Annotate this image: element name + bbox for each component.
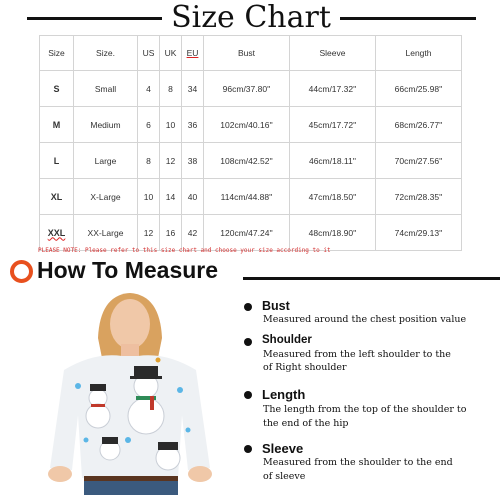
table-row (40, 179, 462, 215)
header-us: US (138, 36, 160, 71)
cell-us: 8 (138, 143, 160, 179)
cell-us: 4 (138, 71, 160, 107)
bullet-icon (244, 391, 252, 399)
cell-size-name: Large (74, 143, 138, 179)
measure-label: Length (262, 387, 306, 402)
table-row (40, 215, 462, 251)
measure-desc: Measured around the chest position value (263, 314, 467, 325)
measure-desc: Measured from the left shoulder to the (263, 349, 451, 360)
cell-us: 6 (138, 107, 160, 143)
table-row (40, 107, 462, 143)
cell-length: 74cm/29.13'' (376, 215, 462, 251)
cell-size: S (40, 71, 74, 107)
cell-us: 10 (138, 179, 160, 215)
cell-bust: 96cm/37.80'' (204, 71, 290, 107)
cell-size-name: Small (74, 71, 138, 107)
measure-desc: the end of the hip (263, 418, 349, 429)
cell-length: 72cm/28.35'' (376, 179, 462, 215)
cell-uk: 14 (160, 179, 182, 215)
how-to-measure-title: How To Measure (37, 257, 219, 283)
measure-desc: The length from the top of the shoulder to (263, 404, 467, 415)
table-row (40, 143, 462, 179)
cell-sleeve: 48cm/18.90'' (290, 215, 376, 251)
cell-uk: 12 (160, 143, 182, 179)
cell-length: 66cm/25.98'' (376, 71, 462, 107)
header-length: Length (376, 36, 462, 71)
cell-bust: 102cm/40.16'' (204, 107, 290, 143)
bullet-icon (244, 338, 252, 346)
cell-length: 68cm/26.77'' (376, 107, 462, 143)
product-photo (38, 290, 223, 495)
bullet-icon (244, 445, 252, 453)
title-rule-right (340, 17, 476, 20)
cell-uk: 16 (160, 215, 182, 251)
cell-bust: 114cm/44.88'' (204, 179, 290, 215)
page-title: Size Chart (171, 0, 331, 35)
cell-sleeve: 45cm/17.72'' (290, 107, 376, 143)
cell-eu: 34 (182, 71, 204, 107)
header-sleeve: Sleeve (290, 36, 376, 71)
size-chart-header (0, 0, 500, 34)
how-to-measure-rule (243, 277, 500, 280)
cell-eu: 38 (182, 143, 204, 179)
cell-size-name: X-Large (74, 179, 138, 215)
cell-size: XXL (40, 215, 74, 251)
cell-uk: 8 (160, 71, 182, 107)
title-rule-left (27, 17, 162, 20)
size-note: PLEASE NOTE: Please refer to this size chart and choose your size according to it (38, 247, 331, 254)
cell-eu: 36 (182, 107, 204, 143)
cell-length: 70cm/27.56'' (376, 143, 462, 179)
circle-o-icon (10, 260, 33, 283)
measure-desc: of Right shoulder (263, 362, 347, 373)
cell-us: 12 (138, 215, 160, 251)
bullet-icon (244, 303, 252, 311)
cell-bust: 120cm/47.24'' (204, 215, 290, 251)
cell-eu: 40 (182, 179, 204, 215)
cell-size: L (40, 143, 74, 179)
measure-label: Shoulder (262, 334, 312, 346)
measure-label: Sleeve (262, 441, 304, 456)
cell-size: XL (40, 179, 74, 215)
cell-uk: 10 (160, 107, 182, 143)
cell-size-name: XX-Large (74, 215, 138, 251)
header-size: Size (40, 36, 74, 71)
table-header-row (40, 36, 462, 71)
size-table (39, 35, 462, 251)
cell-eu: 42 (182, 215, 204, 251)
header-size-name: Size. (74, 36, 138, 71)
cell-size: M (40, 107, 74, 143)
cell-size-name: Medium (74, 107, 138, 143)
header-uk: UK (160, 36, 182, 71)
header-bust: Bust (204, 36, 290, 71)
cell-sleeve: 46cm/18.11'' (290, 143, 376, 179)
header-eu: EU (182, 36, 204, 71)
cell-sleeve: 47cm/18.50'' (290, 179, 376, 215)
measure-label: Bust (262, 299, 290, 313)
measure-desc: of sleeve (263, 471, 306, 482)
table-row (40, 71, 462, 107)
measure-desc: Measured from the shoulder to the end (263, 457, 453, 468)
cell-bust: 108cm/42.52'' (204, 143, 290, 179)
cell-sleeve: 44cm/17.32'' (290, 71, 376, 107)
